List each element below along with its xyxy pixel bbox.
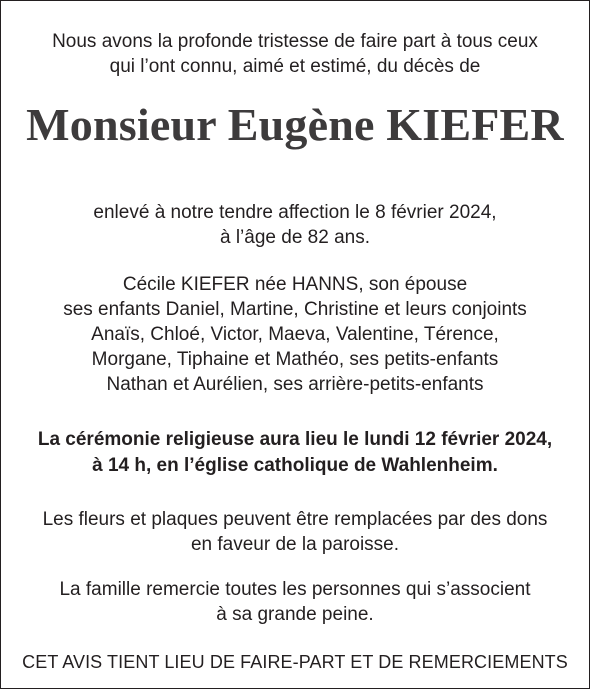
family-line: Nathan et Aurélien, ses arrière-petits-enfants xyxy=(106,374,484,395)
thanks-line: à sa grande peine. xyxy=(216,604,374,625)
ceremony-line: à 14 h, en l’église catholique de Wahlenheim. xyxy=(92,455,498,476)
death-info-line: à l’âge de 82 ans. xyxy=(219,227,370,248)
family-line: Anaïs, Chloé, Victor, Maeva, Valentine, Térence, xyxy=(91,324,499,345)
family-line: Cécile KIEFER née HANNS, son épouse xyxy=(122,274,468,295)
family-line: Morgane, Tiphaine et Mathéo, ses petits-enfants xyxy=(91,349,499,370)
intro-line: qui l’ont connu, aimé et estimé, du décès de xyxy=(109,56,481,77)
family-line: ses enfants Daniel, Martine, Christine et leurs conjoints xyxy=(63,299,527,320)
footer-notice: CET AVIS TIENT LIEU DE FAIRE-PART ET DE REMERCIEMENTS xyxy=(22,652,568,672)
ceremony-line: La cérémonie religieuse aura lieu le lundi 12 février 2024, xyxy=(37,429,553,450)
flowers-line: Les fleurs et plaques peuvent être remplacées par des dons xyxy=(42,509,548,530)
flowers-line: en faveur de la paroisse. xyxy=(190,534,400,555)
deceased-name: Monsieur Eugène KIEFER xyxy=(26,99,564,150)
thanks-line: La famille remercie toutes les personnes qui s’associent xyxy=(59,579,531,600)
death-info-line: enlevé à notre tendre affection le 8 février 2024, xyxy=(93,202,497,223)
intro-line: Nous avons la profonde tristesse de faire part à tous ceux xyxy=(52,31,538,52)
